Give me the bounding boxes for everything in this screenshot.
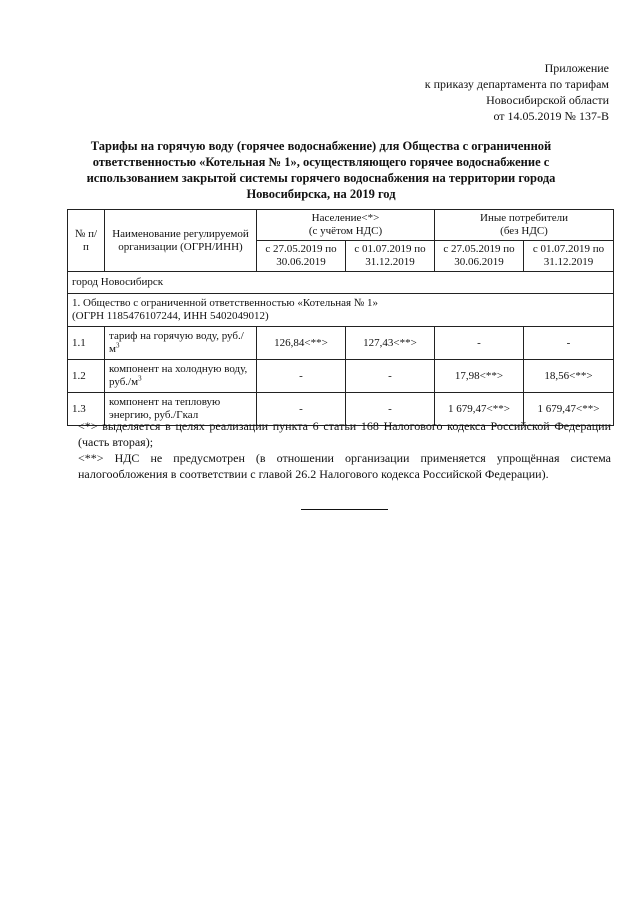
section-row	[68, 272, 614, 294]
row-name	[105, 327, 257, 360]
appendix-line-4: от 14.05.2019 № 137-В	[493, 109, 609, 123]
row-value-3: 1 679,47<**>	[435, 393, 524, 426]
row-num: 1.1	[68, 327, 105, 360]
row-value-3: -	[435, 327, 524, 360]
appendix-block	[425, 60, 609, 124]
org-name: 1. Общество с ограниченной ответственностью «Котельная № 1»	[72, 297, 379, 309]
tariff-table	[67, 209, 614, 426]
header-period-2: с 01.07.2019 по 31.12.2019	[346, 241, 435, 272]
header-population-label: Население<*>	[311, 212, 380, 224]
header-org-name: Наименование регулируемой организации (ОГРН/ИНН)	[105, 210, 257, 272]
org-row	[68, 294, 614, 327]
section-city: город Новосибирск	[68, 272, 614, 294]
row-value-4: -	[524, 327, 614, 360]
row-name-text: компонент на тепловую энергию, руб./Гкал	[109, 396, 221, 421]
header-population-sub: (с учётом НДС)	[308, 225, 383, 237]
header-population	[257, 210, 435, 241]
header-others-label: Иные потребители	[480, 212, 568, 224]
row-name-sup: 3	[138, 374, 142, 383]
row-name-text: тариф на горячую воду, руб./м	[109, 330, 244, 355]
row-value-1: 126,84<**>	[257, 327, 346, 360]
closing-rule	[301, 509, 388, 510]
row-num: 1.3	[68, 393, 105, 426]
footnote-1: <*> выделяется в целях реализации пункта 6 статьи 168 Налогового кодекса Российской Федерации (часть вторая);	[78, 419, 611, 449]
row-value-2: 127,43<**>	[346, 327, 435, 360]
row-num: 1.2	[68, 360, 105, 393]
header-num: № п/п	[68, 210, 105, 272]
row-name	[105, 360, 257, 393]
header-others	[435, 210, 614, 241]
header-period-1: с 27.05.2019 по 30.06.2019	[257, 241, 346, 272]
header-period-4: с 01.07.2019 по 31.12.2019	[524, 241, 614, 272]
footnotes	[78, 418, 611, 482]
row-value-2: -	[346, 393, 435, 426]
row-name-sup: 3	[115, 341, 120, 350]
header-period-3: с 27.05.2019 по 30.06.2019	[435, 241, 524, 272]
org-details	[68, 294, 614, 327]
row-value-4: 1 679,47<**>	[524, 393, 614, 426]
appendix-line-1: Приложение	[544, 61, 609, 75]
table-row	[68, 327, 614, 360]
row-value-2: -	[346, 360, 435, 393]
row-value-4: 18,56<**>	[524, 360, 614, 393]
header-others-sub: (без НДС)	[500, 225, 548, 237]
row-name-text: компонент на холодную воду, руб./м	[109, 363, 248, 388]
appendix-line-3: Новосибирской области	[486, 93, 609, 107]
row-value-3: 17,98<**>	[435, 360, 524, 393]
document-title: Тарифы на горячую воду (горячее водоснабжение) для Общества с ограниченной ответственностью «Котельная № 1», осуществляющего горячее водоснабжение с использованием закрытой системы горячего водоснабжения на территории города Новосибирска, на 2019 год	[86, 139, 556, 201]
table-row	[68, 360, 614, 393]
org-ids: (ОГРН 1185476107244, ИНН 5402049012)	[72, 310, 269, 322]
table-header-row	[68, 210, 614, 241]
appendix-line-2: к приказу департамента по тарифам	[424, 77, 609, 91]
row-value-1: -	[257, 360, 346, 393]
footnote-2: <**> НДС не предусмотрен (в отношении организации применяется упрощённая система налогообложения в соответствии с главой 26.2 Налогового кодекса Российской Федерации).	[78, 451, 611, 481]
row-value-1: -	[257, 393, 346, 426]
